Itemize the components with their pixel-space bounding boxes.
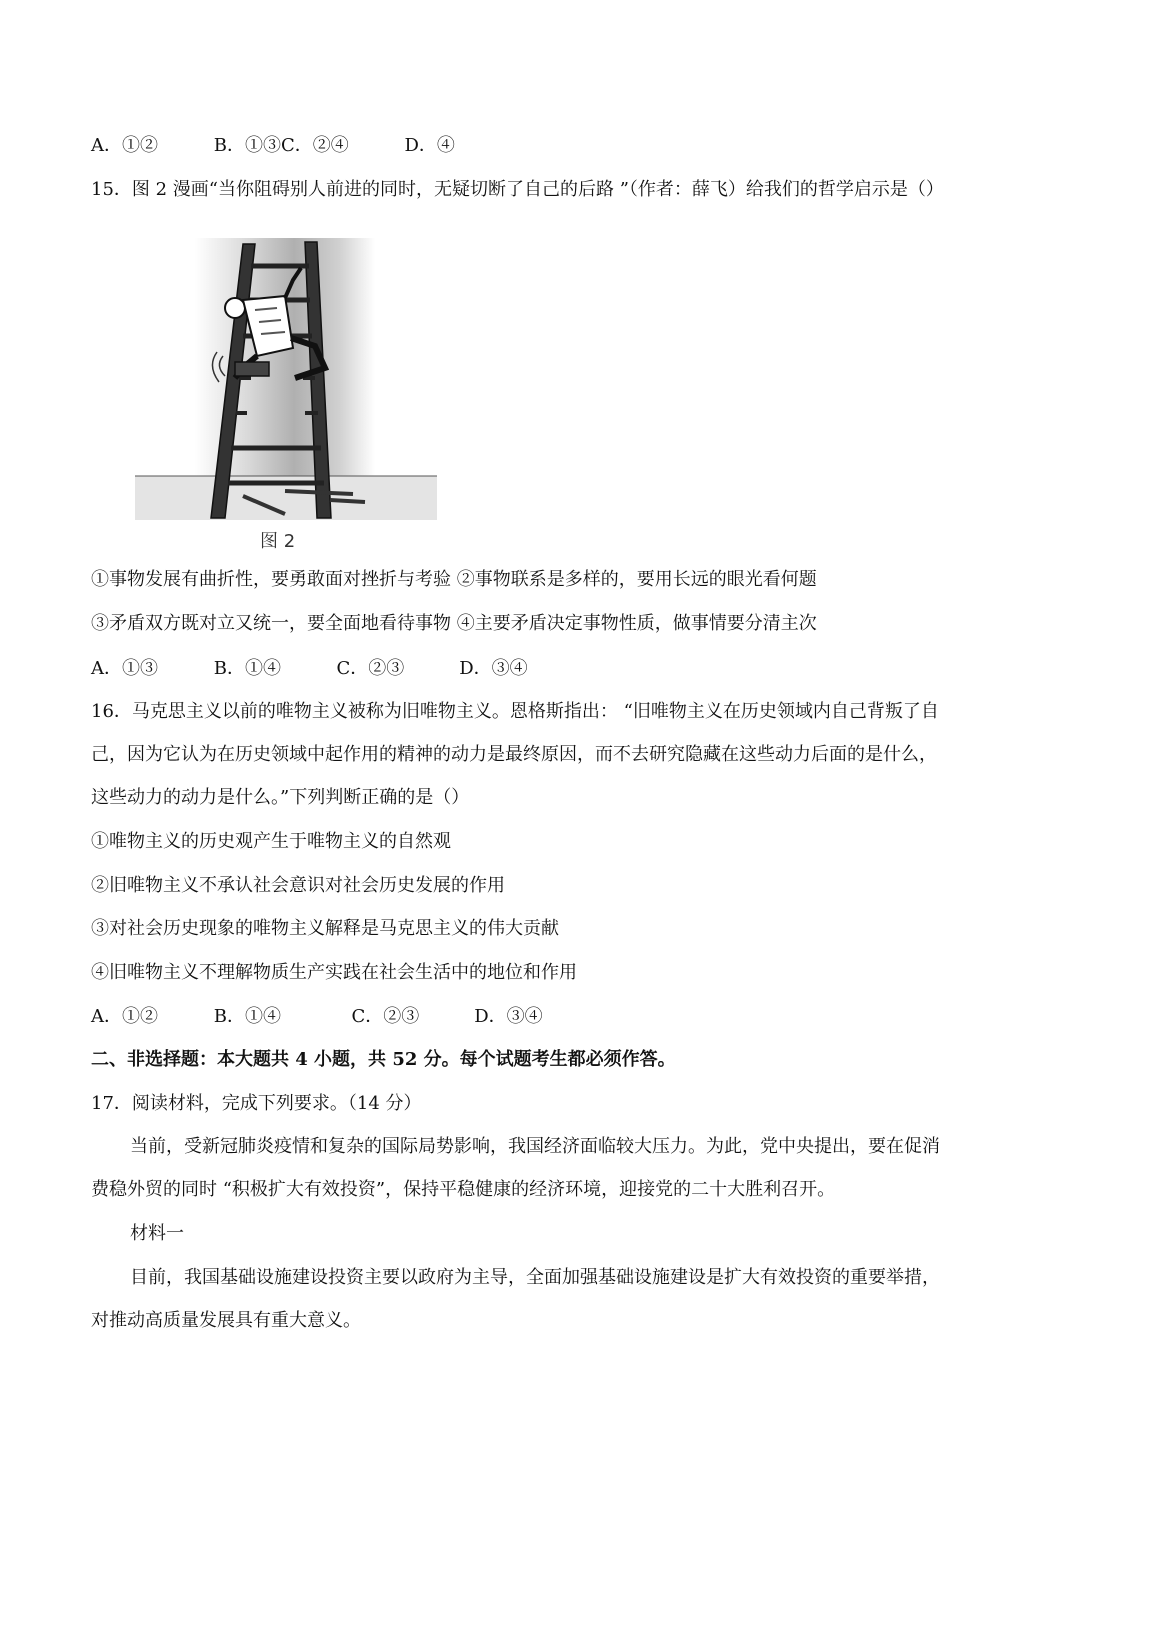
q17-material1-line-2: 对推动高质量发展具有重大意义。 <box>91 1310 361 1331</box>
q16-option-a: A．①② <box>91 1006 158 1027</box>
q15-option-c: C．②③ <box>336 658 405 679</box>
saw-icon <box>235 362 269 376</box>
q17-material1-line-1: 目前，我国基础设施建设投资主要以政府为主导，全面加强基础设施建设是扩大有效投资的重要举措， <box>130 1267 940 1288</box>
q16-option-c: C．②③ <box>351 1006 420 1027</box>
q14-options <box>91 134 1098 158</box>
q15-option-d: D．③④ <box>459 658 528 679</box>
q16-statement-3: ③对社会历史现象的唯物主义解释是马克思主义的伟大贡献 <box>91 918 559 939</box>
q16-statement-1: ①唯物主义的历史观产生于唯物主义的自然观 <box>91 831 451 852</box>
figure-caption: 图 2 <box>260 531 296 552</box>
q15-option-b: B．①④ <box>213 658 281 679</box>
q17-intro-line-1: 当前，受新冠肺炎疫情和复杂的国际局势影响，我国经济面临较大压力。为此，党中央提出，要在促消 <box>130 1136 940 1157</box>
q15-statement-2: ③矛盾双方既对立又统一，要全面地看待事物 ④主要矛盾决定事物性质，做事情要分清主次 <box>91 613 817 634</box>
q16-stem-line-1: 16．马克思主义以前的唯物主义被称为旧唯物主义。恩格斯指出： “旧唯物主义在历史领域内自己背叛了自 <box>91 701 939 722</box>
q16-statement-2: ②旧唯物主义不承认社会意识对社会历史发展的作用 <box>91 875 505 896</box>
q16-option-b: B．①④ <box>213 1006 281 1027</box>
q14-option-a: A．①② <box>91 135 158 156</box>
section2-heading: 二、非选择题：本大题共 4 小题，共 52 分。每个试题考生都必须作答。 <box>91 1049 676 1070</box>
q16-options <box>91 1005 1098 1029</box>
q17-material1-title: 材料一 <box>130 1223 184 1244</box>
q16-stem-line-3: 这些动力的动力是什么。”下列判断正确的是（） <box>91 787 470 808</box>
q15-option-a: A．①③ <box>91 658 158 679</box>
q17-intro-line-2: 费稳外贸的同时 “积极扩大有效投资”，保持平稳健康的经济环境，迎接党的二十大胜利召开。 <box>91 1179 836 1200</box>
q15-statement-1: ①事物发展有曲折性，要勇敢面对挫折与考验 ②事物联系是多样的，要用长远的眼光看何题 <box>91 569 817 590</box>
q16-option-d: D．③④ <box>474 1006 543 1027</box>
q16-stem-line-2: 己，因为它认为在历史领域中起作用的精神的动力是最终原因，而不去研究隐藏在这些动力后面的是什么， <box>91 744 937 765</box>
cartoon-ladder-figure <box>135 238 437 523</box>
q14-option-bc: B．①③C．②④ <box>213 135 349 156</box>
q17-stem: 17．阅读材料，完成下列要求。（14 分） <box>91 1093 422 1114</box>
q14-option-d: D．④ <box>404 135 455 156</box>
q15-options <box>91 657 1098 681</box>
q16-statement-4: ④旧唯物主义不理解物质生产实践在社会生活中的地位和作用 <box>91 962 577 983</box>
q15-stem: 15．图 2 漫画“当你阻碍别人前进的同时，无疑切断了自己的后路 ”（作者：薛飞）给我们的哲学启示是（） <box>91 179 944 200</box>
